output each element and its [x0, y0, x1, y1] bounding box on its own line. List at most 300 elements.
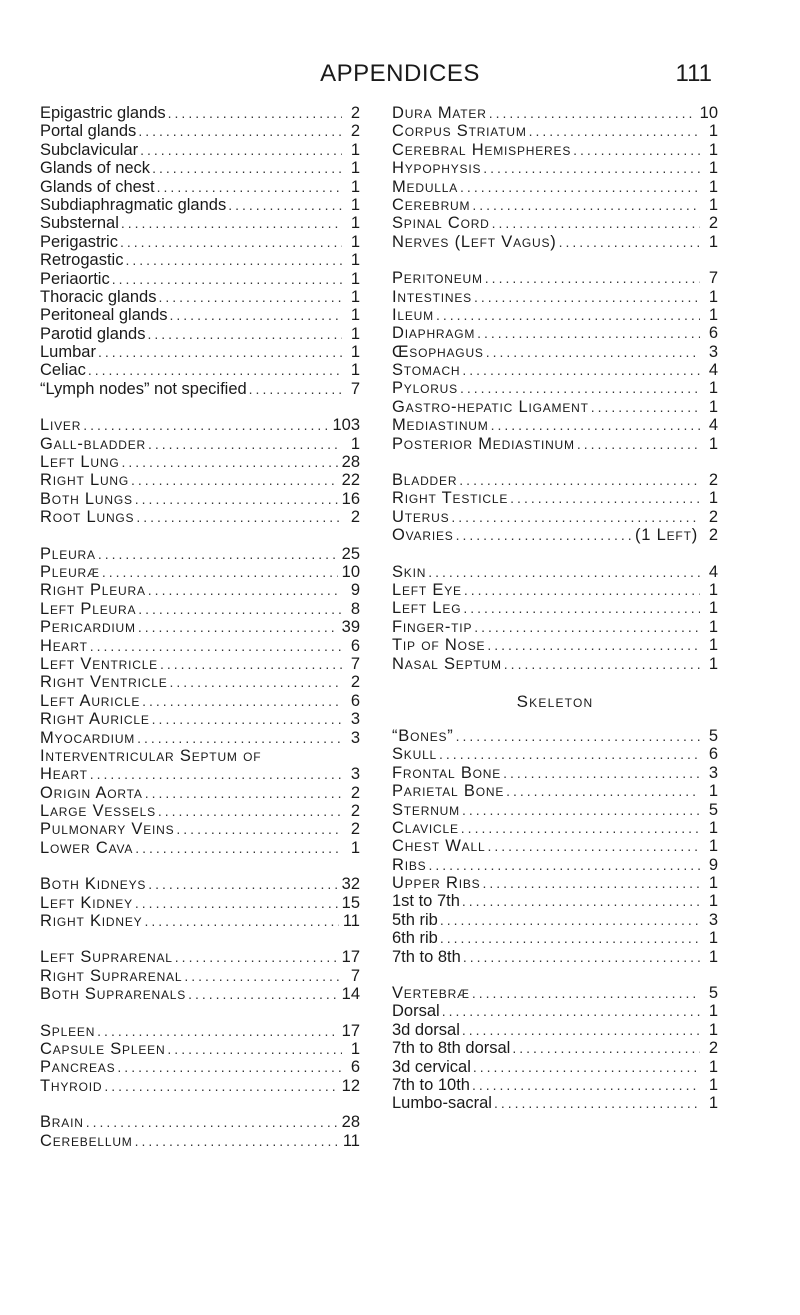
entry-count: 1	[708, 379, 718, 398]
leader-dots	[98, 545, 338, 563]
entry-row	[392, 361, 718, 379]
leader-dots	[439, 745, 700, 763]
leader-dots	[121, 214, 342, 232]
entry-count: 1	[708, 489, 718, 508]
entry-count: 1	[708, 140, 718, 159]
entry-label: Parietal Bone	[392, 782, 505, 801]
entry-row	[392, 233, 718, 251]
entry-count: 1	[708, 580, 718, 599]
leader-dots	[440, 911, 700, 929]
leader-dots	[121, 453, 337, 471]
entry-label: Ovaries	[392, 526, 454, 545]
entry-label: Right Lung	[40, 471, 130, 490]
entry-count: 12	[341, 1076, 360, 1095]
entry-row	[40, 508, 360, 526]
group-gap	[392, 251, 718, 269]
entry-count: 4	[708, 361, 718, 380]
entry-row	[392, 471, 718, 489]
entry-row	[392, 856, 718, 874]
leader-dots	[487, 837, 700, 855]
entry-label: 7th to 8th dorsal	[392, 1039, 511, 1058]
entry-row	[40, 820, 360, 838]
leader-dots	[176, 820, 342, 838]
entry-count: 6	[350, 1058, 360, 1077]
leader-dots	[577, 435, 700, 453]
leader-dots	[559, 233, 700, 251]
leader-dots	[460, 379, 700, 397]
entry-count: 3	[350, 710, 360, 729]
leader-dots	[90, 637, 342, 655]
entry-count: 2	[708, 526, 718, 545]
leader-dots	[135, 894, 338, 912]
entry-count: 1	[350, 232, 360, 251]
entry-count: 1	[708, 159, 718, 178]
entry-count: 1	[708, 177, 718, 196]
entry-count: 1	[350, 838, 360, 857]
leader-dots	[138, 600, 342, 618]
leader-dots	[135, 1132, 339, 1150]
entry-row	[392, 911, 718, 929]
entry-count: 1	[350, 195, 360, 214]
entry-count: 1	[350, 324, 360, 343]
entry-count: 2	[708, 471, 718, 490]
entry-count: 9	[708, 855, 718, 874]
entry-count: 16	[341, 489, 360, 508]
entry-count: 2	[350, 783, 360, 802]
entry-label: Interventricular Septum of	[40, 746, 262, 765]
entry-label: Skin	[392, 562, 427, 581]
entry-row	[40, 784, 360, 802]
entry-row	[40, 1058, 360, 1076]
leader-dots	[135, 839, 342, 857]
leader-dots	[461, 819, 700, 837]
right-column	[392, 104, 718, 1113]
entry-count: 1	[708, 874, 718, 893]
leader-dots	[474, 618, 700, 636]
running-title: APPENDICES	[320, 60, 480, 87]
entry-row	[40, 581, 360, 599]
entry-row	[40, 1077, 360, 1095]
entry-count: 6	[350, 691, 360, 710]
entry-count: 1	[350, 1039, 360, 1058]
entry-count: 1	[708, 122, 718, 141]
leader-dots	[112, 270, 342, 288]
leader-dots	[483, 159, 700, 177]
leader-dots	[456, 727, 700, 745]
entry-row	[40, 802, 360, 820]
entry-row	[40, 306, 360, 324]
leader-dots	[473, 1058, 700, 1076]
entry-row	[392, 178, 718, 196]
leader-dots	[168, 104, 342, 122]
entry-count: 3	[708, 342, 718, 361]
entry-count: 1	[708, 654, 718, 673]
entry-row	[40, 270, 360, 288]
group-gap	[392, 966, 718, 984]
entry-label: Stomach	[392, 361, 461, 380]
leader-dots	[472, 984, 700, 1002]
entry-count: 1	[708, 232, 718, 251]
entry-count: 7	[350, 379, 360, 398]
entry-row	[40, 490, 360, 508]
entry-label: Dorsal	[392, 1002, 440, 1021]
leader-dots	[188, 985, 338, 1003]
leader-dots	[152, 710, 342, 728]
group-gap	[392, 713, 718, 727]
entry-label: Right Testicle	[392, 489, 509, 508]
entry-row	[40, 1040, 360, 1058]
entry-count: 10	[341, 562, 360, 581]
leader-dots	[462, 361, 700, 379]
entry-label: Upper Ribs	[392, 874, 481, 893]
entry-label: Pericardium	[40, 618, 136, 637]
entry-row	[40, 637, 360, 655]
entry-label: Thyroid	[40, 1076, 103, 1095]
entry-label: Celiac	[40, 361, 86, 380]
entry-count: 1	[350, 251, 360, 270]
entry-count: 28	[341, 1113, 360, 1132]
leader-dots	[463, 599, 700, 617]
leader-dots	[459, 471, 700, 489]
entry-label: Capsule Spleen	[40, 1039, 166, 1058]
entry-count: 39	[341, 618, 360, 637]
entry-count: 28	[341, 453, 360, 472]
entry-row	[392, 745, 718, 763]
leader-dots	[184, 967, 342, 985]
entry-label: Posterior Mediastinum	[392, 434, 575, 453]
leader-dots	[97, 1022, 337, 1040]
entry-count: 1	[350, 214, 360, 233]
entry-row	[392, 1039, 718, 1057]
entry-row	[392, 214, 718, 232]
entry-count: 5	[708, 726, 718, 745]
entry-label: Intestines	[392, 287, 472, 306]
entry-row	[40, 380, 360, 398]
entry-label: 7th to 10th	[392, 1075, 470, 1094]
entry-row	[40, 729, 360, 747]
entry-label: Glands of chest	[40, 177, 155, 196]
entry-label: Pylorus	[392, 379, 458, 398]
entry-count: 8	[350, 599, 360, 618]
group-gap	[392, 545, 718, 563]
entry-count: 2	[708, 1039, 718, 1058]
entry-row	[40, 435, 360, 453]
entry-label: Lumbar	[40, 343, 96, 362]
entry-count: 7	[708, 269, 718, 288]
entry-label: Both Lungs	[40, 489, 133, 508]
entry-row	[40, 839, 360, 857]
group-gap	[392, 673, 718, 691]
entry-count: 1	[350, 287, 360, 306]
entry-row	[40, 948, 360, 966]
group-gap	[40, 398, 360, 416]
leader-dots	[138, 122, 342, 140]
entry-count: 1	[350, 177, 360, 196]
entry-count: 2	[350, 820, 360, 839]
entry-row	[40, 159, 360, 177]
entry-count: 10	[699, 104, 718, 122]
entry-count: 17	[341, 948, 360, 967]
entry-label: 3d cervical	[392, 1057, 471, 1076]
entry-label: Ileum	[392, 305, 434, 324]
entry-label: Left Leg	[392, 599, 462, 618]
leader-dots	[170, 306, 342, 324]
entry-label: Left Ventricle	[40, 654, 158, 673]
entry-label: Chest Wall	[392, 837, 486, 856]
entry-count: 32	[341, 875, 360, 894]
leader-dots	[160, 655, 342, 673]
entry-label: Diaphragm	[392, 324, 476, 343]
entry-row	[392, 764, 718, 782]
leader-dots	[102, 563, 338, 581]
entry-label: Gall-bladder	[40, 434, 146, 453]
skeleton-heading: Skeleton	[516, 691, 594, 711]
entry-count: 1	[708, 636, 718, 655]
entry-row	[392, 343, 718, 361]
leader-dots	[491, 416, 700, 434]
entry-count: 14	[341, 985, 360, 1004]
leader-dots	[148, 875, 337, 893]
leader-dots	[462, 801, 700, 819]
entry-row	[392, 489, 718, 507]
entry-row	[392, 1058, 718, 1076]
entry-row	[392, 1002, 718, 1020]
entry-row	[392, 435, 718, 453]
entry-label: Left Lung	[40, 453, 120, 472]
entry-count: 1	[350, 361, 360, 380]
leader-dots	[138, 618, 338, 636]
entry-row	[40, 214, 360, 232]
entry-label: Right Suprarenal	[40, 966, 183, 985]
entry-row	[392, 599, 718, 617]
entry-row	[392, 122, 718, 140]
entry-count: 1	[708, 1094, 718, 1113]
entry-label: Pancreas	[40, 1058, 116, 1077]
leader-dots	[472, 196, 700, 214]
entry-row	[40, 288, 360, 306]
entry-count: 103	[332, 416, 360, 435]
leader-dots	[170, 673, 342, 691]
entry-count: 2	[708, 507, 718, 526]
entry-count: 6	[350, 636, 360, 655]
entry-row	[40, 600, 360, 618]
entry-row	[392, 929, 718, 947]
entry-row	[392, 636, 718, 654]
entry-row	[392, 618, 718, 636]
leader-dots	[482, 874, 700, 892]
leader-dots	[436, 306, 700, 324]
entry-row	[40, 196, 360, 214]
entry-row	[392, 324, 718, 342]
entry-label: Mediastinum	[392, 416, 489, 435]
leader-dots	[136, 508, 342, 526]
entry-label: Substernal	[40, 214, 119, 233]
entry-count: 1	[708, 1002, 718, 1021]
group-gap	[40, 527, 360, 545]
entry-label: Sternum	[392, 800, 460, 819]
leader-dots	[503, 764, 700, 782]
entry-label: Subdiaphragmatic glands	[40, 195, 227, 214]
entry-count: 1	[350, 306, 360, 325]
leader-dots	[167, 1040, 342, 1058]
entry-row	[40, 765, 360, 783]
leader-dots	[148, 435, 342, 453]
entry-count: 5	[708, 800, 718, 819]
entry-row	[392, 727, 718, 745]
entry-count: 1	[350, 140, 360, 159]
entry-label: Gastro-hepatic Ligament	[392, 397, 589, 416]
entry-label: Lower Cava	[40, 838, 134, 857]
entry-row	[392, 104, 718, 122]
leader-dots	[249, 380, 342, 398]
entry-label: Corpus Striatum	[392, 122, 527, 141]
leader-dots	[117, 1058, 342, 1076]
leader-dots	[142, 692, 342, 710]
entry-label: Glands of neck	[40, 159, 151, 178]
entry-count: 7	[350, 654, 360, 673]
entry-count: 17	[341, 1021, 360, 1040]
entry-row	[40, 1113, 360, 1131]
entry-label: Skull	[392, 745, 438, 764]
entry-row	[392, 288, 718, 306]
entry-count: 5	[708, 984, 718, 1003]
entry-count: 1	[350, 343, 360, 362]
page-number: 111	[675, 60, 712, 87]
entry-label: Myocardium	[40, 728, 136, 747]
entry-count: 1	[350, 269, 360, 288]
entry-label: Cerebellum	[40, 1131, 133, 1150]
entry-count: 4	[708, 416, 718, 435]
entry-row	[392, 416, 718, 434]
entry-row	[392, 379, 718, 397]
entry-label: Heart	[40, 765, 88, 784]
group-gap	[392, 453, 718, 471]
entry-row	[392, 1094, 718, 1112]
entry-row	[40, 912, 360, 930]
group-gap	[40, 857, 360, 875]
entry-count: 1	[708, 929, 718, 948]
entry-count: 22	[341, 471, 360, 490]
entry-row	[392, 892, 718, 910]
entry-row	[392, 141, 718, 159]
entry-count: 1	[708, 837, 718, 856]
leader-dots	[428, 856, 700, 874]
entry-label: 6th rib	[392, 929, 438, 948]
entry-row	[40, 967, 360, 985]
entry-label: Left Eye	[392, 580, 462, 599]
leader-dots	[504, 655, 700, 673]
entry-count: 2	[350, 673, 360, 692]
entry-label: Epigastric glands	[40, 104, 166, 122]
entry-label: Left Pleura	[40, 599, 137, 618]
leader-dots	[474, 288, 700, 306]
entry-label: Clavicle	[392, 818, 459, 837]
entry-row	[40, 104, 360, 122]
entry-row	[40, 673, 360, 691]
leader-dots	[512, 1039, 700, 1057]
leader-dots	[98, 343, 342, 361]
entry-row	[392, 398, 718, 416]
entry-row	[40, 251, 360, 269]
entry-label: Cerebral Hemispheres	[392, 140, 572, 159]
entry-count: 2	[350, 802, 360, 821]
entry-row	[392, 1021, 718, 1039]
entry-label: Thoracic glands	[40, 287, 157, 306]
entry-count: 1	[708, 599, 718, 618]
leader-dots	[428, 563, 700, 581]
entry-row	[40, 416, 360, 434]
entry-label: Cerebrum	[392, 195, 471, 214]
leader-dots	[451, 508, 700, 526]
leader-dots	[494, 1094, 700, 1112]
entry-count: 1	[708, 434, 718, 453]
leader-dots	[158, 802, 342, 820]
leader-dots	[487, 636, 700, 654]
entry-label: Lumbo-sacral	[392, 1094, 492, 1113]
entry-label: Origin Aorta	[40, 783, 143, 802]
entry-label: 3d dorsal	[392, 1020, 460, 1039]
entry-count: 1	[708, 1075, 718, 1094]
entry-label: Left Kidney	[40, 893, 133, 912]
entry-label: Vertebræ	[392, 984, 470, 1003]
leader-dots	[125, 251, 342, 269]
leader-dots	[144, 912, 338, 930]
entry-label: Nasal Septum	[392, 654, 502, 673]
leader-dots	[175, 948, 338, 966]
leader-dots	[158, 288, 342, 306]
entry-label: Root Lungs	[40, 508, 135, 527]
leader-dots	[120, 233, 342, 251]
entry-row	[392, 526, 718, 544]
entry-count: 4	[708, 562, 718, 581]
leader-dots	[152, 159, 342, 177]
entry-row	[392, 782, 718, 800]
entry-row	[392, 801, 718, 819]
leader-dots	[148, 581, 342, 599]
entry-row	[40, 343, 360, 361]
entry-count: 1	[708, 397, 718, 416]
leader-dots	[506, 782, 700, 800]
group-gap	[40, 1004, 360, 1022]
entry-label: Pleura	[40, 544, 96, 563]
entry-count: 3	[350, 765, 360, 784]
leader-dots	[510, 489, 700, 507]
entry-label: Dura Mater	[392, 104, 487, 122]
entry-count: 15	[341, 893, 360, 912]
entry-row	[392, 196, 718, 214]
entry-count: 1	[708, 892, 718, 911]
leader-dots	[462, 892, 700, 910]
entry-row	[40, 563, 360, 581]
entry-label: Pleuræ	[40, 562, 100, 581]
leader-dots	[489, 104, 696, 122]
entry-label: Both Suprarenals	[40, 985, 187, 1004]
entry-count: 11	[342, 912, 360, 931]
entry-count: 7	[350, 966, 360, 985]
leader-dots	[131, 471, 338, 489]
leader-dots	[148, 325, 343, 343]
entry-label: “Lymph nodes” not specified	[40, 379, 247, 398]
leader-dots	[442, 1002, 700, 1020]
entry-row	[40, 361, 360, 379]
entry-count: 1	[350, 434, 360, 453]
entry-row	[40, 985, 360, 1003]
entry-label: Finger-tip	[392, 617, 473, 636]
leader-dots	[83, 416, 328, 434]
leader-dots	[86, 1113, 338, 1131]
entry-row	[392, 581, 718, 599]
entry-row	[40, 325, 360, 343]
